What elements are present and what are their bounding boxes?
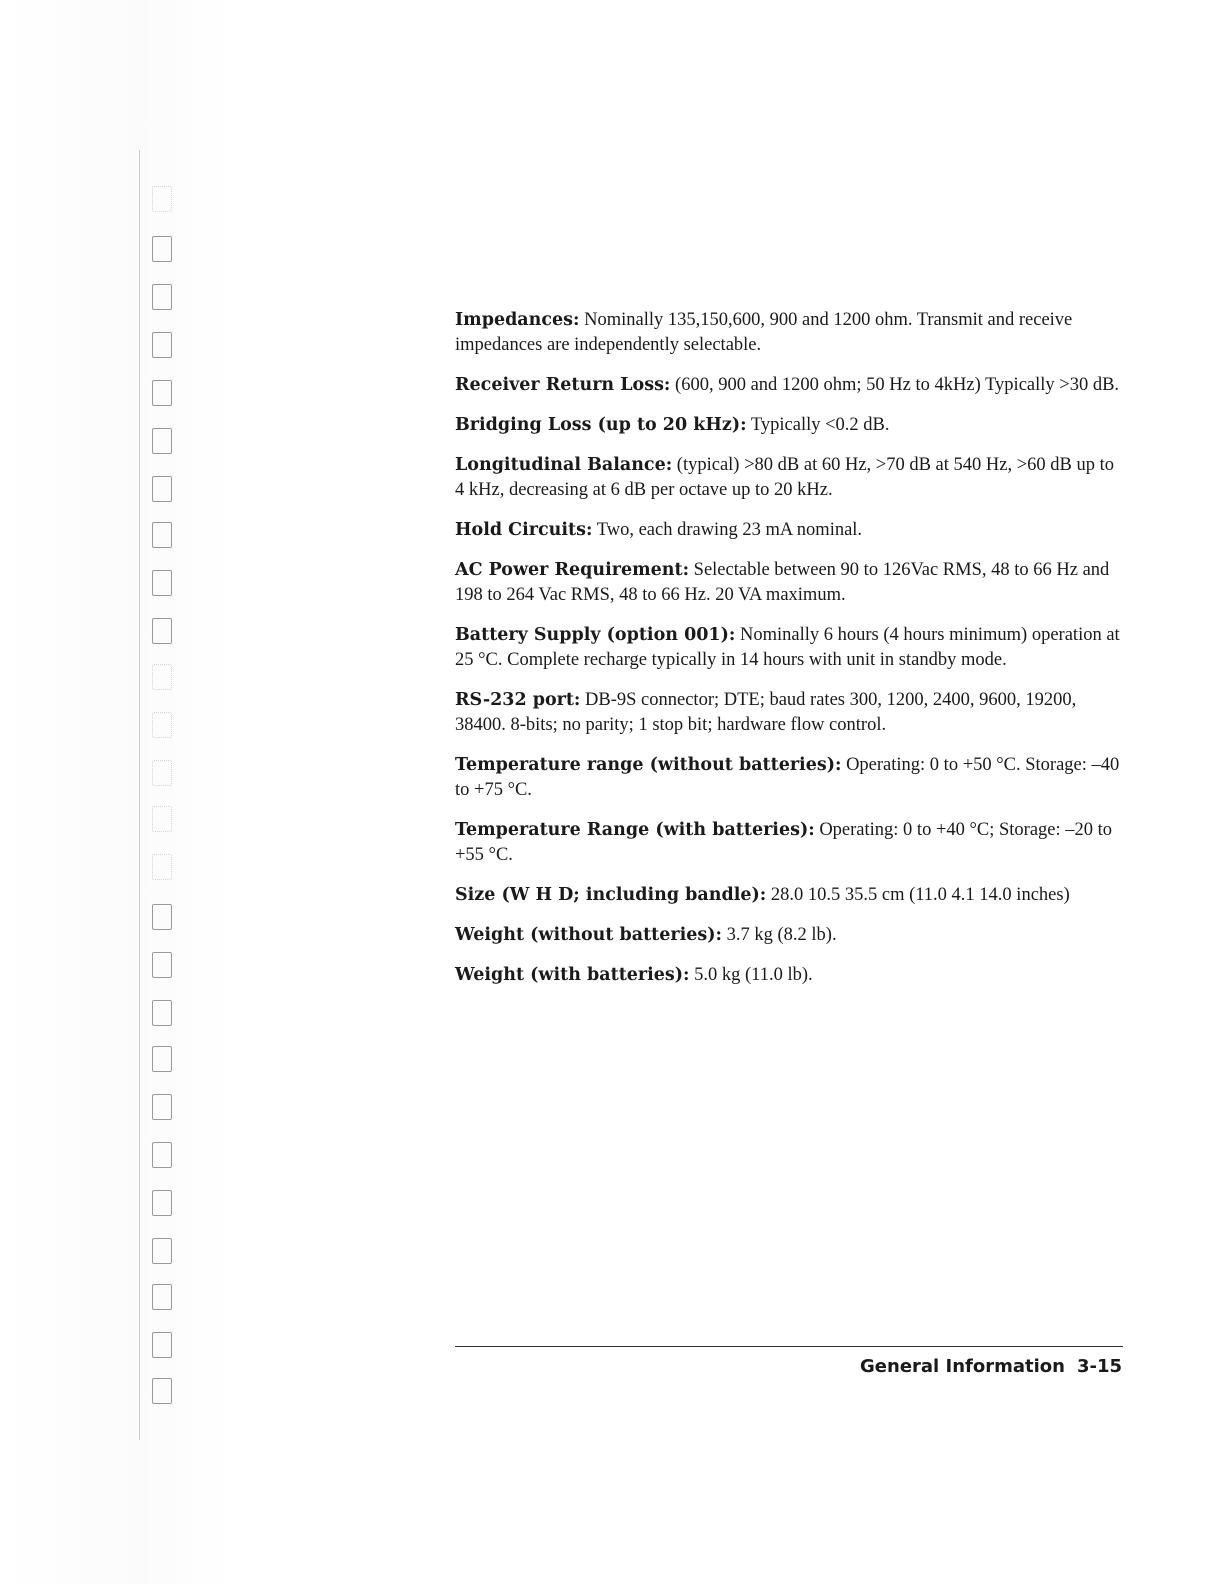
binder-hole-icon — [152, 712, 172, 738]
binder-hole-icon — [152, 236, 172, 262]
spec-label: AC Power Requirement: — [455, 560, 690, 580]
spec-value: 3.7 kg (8.2 lb). — [722, 925, 837, 945]
binder-hole-icon — [152, 760, 172, 786]
spec-value: (600, 900 and 1200 ohm; 50 Hz to 4kHz) Typically >30 dB. — [670, 375, 1120, 395]
spec-battery-supply — [455, 623, 1125, 673]
spec-size — [455, 883, 1125, 908]
spec-label: Receiver Return Loss: — [455, 375, 671, 395]
binder-hole-icon — [152, 570, 172, 596]
spec-label: Hold Circuits: — [455, 520, 593, 540]
spec-label: Weight (with batteries): — [455, 965, 690, 985]
binder-hole-icon — [152, 1142, 172, 1168]
binder-hole-icon — [152, 854, 172, 880]
specifications-list — [455, 308, 1125, 1003]
spec-value: Operating: 0 to +40 °C; Storage: –20 to +55 °C. — [455, 820, 1113, 865]
spec-weight-with-batteries — [455, 963, 1125, 988]
binder-hole-icon — [152, 1284, 172, 1310]
spec-weight-without-batteries — [455, 923, 1125, 948]
spec-bridging-loss — [455, 413, 1125, 438]
binder-hole-icon — [152, 952, 172, 978]
spec-label: Bridging Loss (up to 20 kHz): — [455, 415, 747, 435]
binder-hole-icon — [152, 522, 172, 548]
binder-hole-icon — [152, 1190, 172, 1216]
spec-longitudinal-balance — [455, 453, 1125, 503]
spec-label: Battery Supply (option 001): — [455, 625, 736, 645]
spec-temperature-with-batteries — [455, 818, 1125, 868]
spec-value: Operating: 0 to +50 °C. Storage: –40 to +75 °C. — [455, 755, 1120, 800]
spec-value: Nominally 6 hours (4 hours minimum) operation at 25 °C. Complete recharge typically in 14 hours with unit in standby mode. — [455, 625, 1120, 670]
footer-section-title: General Information — [860, 1356, 1065, 1377]
page-footer — [860, 1356, 1122, 1377]
binder-hole-icon — [152, 1378, 172, 1404]
spec-value: 5.0 kg (11.0 lb). — [689, 965, 813, 985]
binder-hole-icon — [152, 1238, 172, 1264]
spec-label: Impedances: — [455, 310, 580, 330]
binder-hole-icon — [152, 380, 172, 406]
binder-hole-icon — [152, 332, 172, 358]
spec-value: Two, each drawing 23 mA nominal. — [592, 520, 863, 540]
page-number: 3-15 — [1076, 1356, 1122, 1377]
footer-divider — [455, 1346, 1123, 1347]
spec-temperature-without-batteries — [455, 753, 1125, 803]
spec-value: Typically <0.2 dB. — [746, 415, 890, 435]
spec-label: RS-232 port: — [455, 690, 581, 710]
spec-ac-power — [455, 558, 1125, 608]
spec-impedances — [455, 308, 1125, 358]
binder-hole-icon — [152, 1000, 172, 1026]
binder-hole-icon — [152, 1094, 172, 1120]
spec-value: (typical) >80 dB at 60 Hz, >70 dB at 540 Hz, >60 dB up to 4 kHz, decreasing at 6 dB per octave up to 20 kHz. — [455, 455, 1115, 500]
binder-hole-icon — [152, 284, 172, 310]
spec-value: DB-9S connector; DTE; baud rates 300, 1200, 2400, 9600, 19200, 38400. 8-bits; no parity; 1 stop bit; hardware flow control. — [455, 690, 1077, 735]
spec-rs232-port — [455, 688, 1125, 738]
spec-label: Temperature range (without batteries): — [455, 755, 842, 775]
binder-hole-icon — [152, 1332, 172, 1358]
spec-label: Weight (without batteries): — [455, 925, 722, 945]
binder-margin — [0, 0, 230, 1584]
spec-value: Nominally 135,150,600, 900 and 1200 ohm. Transmit and receive impedances are independently selectable. — [455, 310, 1073, 355]
binder-hole-icon — [152, 806, 172, 832]
binder-edge-line — [139, 150, 140, 1440]
spec-label: Temperature Range (with batteries): — [455, 820, 815, 840]
binder-hole-icon — [152, 904, 172, 930]
spec-value: 28.0 10.5 35.5 cm (11.0 4.1 14.0 inches) — [766, 885, 1070, 905]
binder-hole-icon — [152, 186, 172, 212]
spec-hold-circuits — [455, 518, 1125, 543]
spec-label: Longitudinal Balance: — [455, 455, 673, 475]
spec-receiver-return-loss — [455, 373, 1125, 398]
spec-label: Size (W H D; including bandle): — [455, 885, 767, 905]
binder-hole-icon — [152, 1046, 172, 1072]
binder-hole-icon — [152, 664, 172, 690]
binder-hole-icon — [152, 618, 172, 644]
binder-hole-icon — [152, 428, 172, 454]
binder-hole-icon — [152, 476, 172, 502]
spec-value: Selectable between 90 to 126Vac RMS, 48 to 66 Hz and 198 to 264 Vac RMS, 48 to 66 Hz. 20 VA maximum. — [455, 560, 1110, 605]
